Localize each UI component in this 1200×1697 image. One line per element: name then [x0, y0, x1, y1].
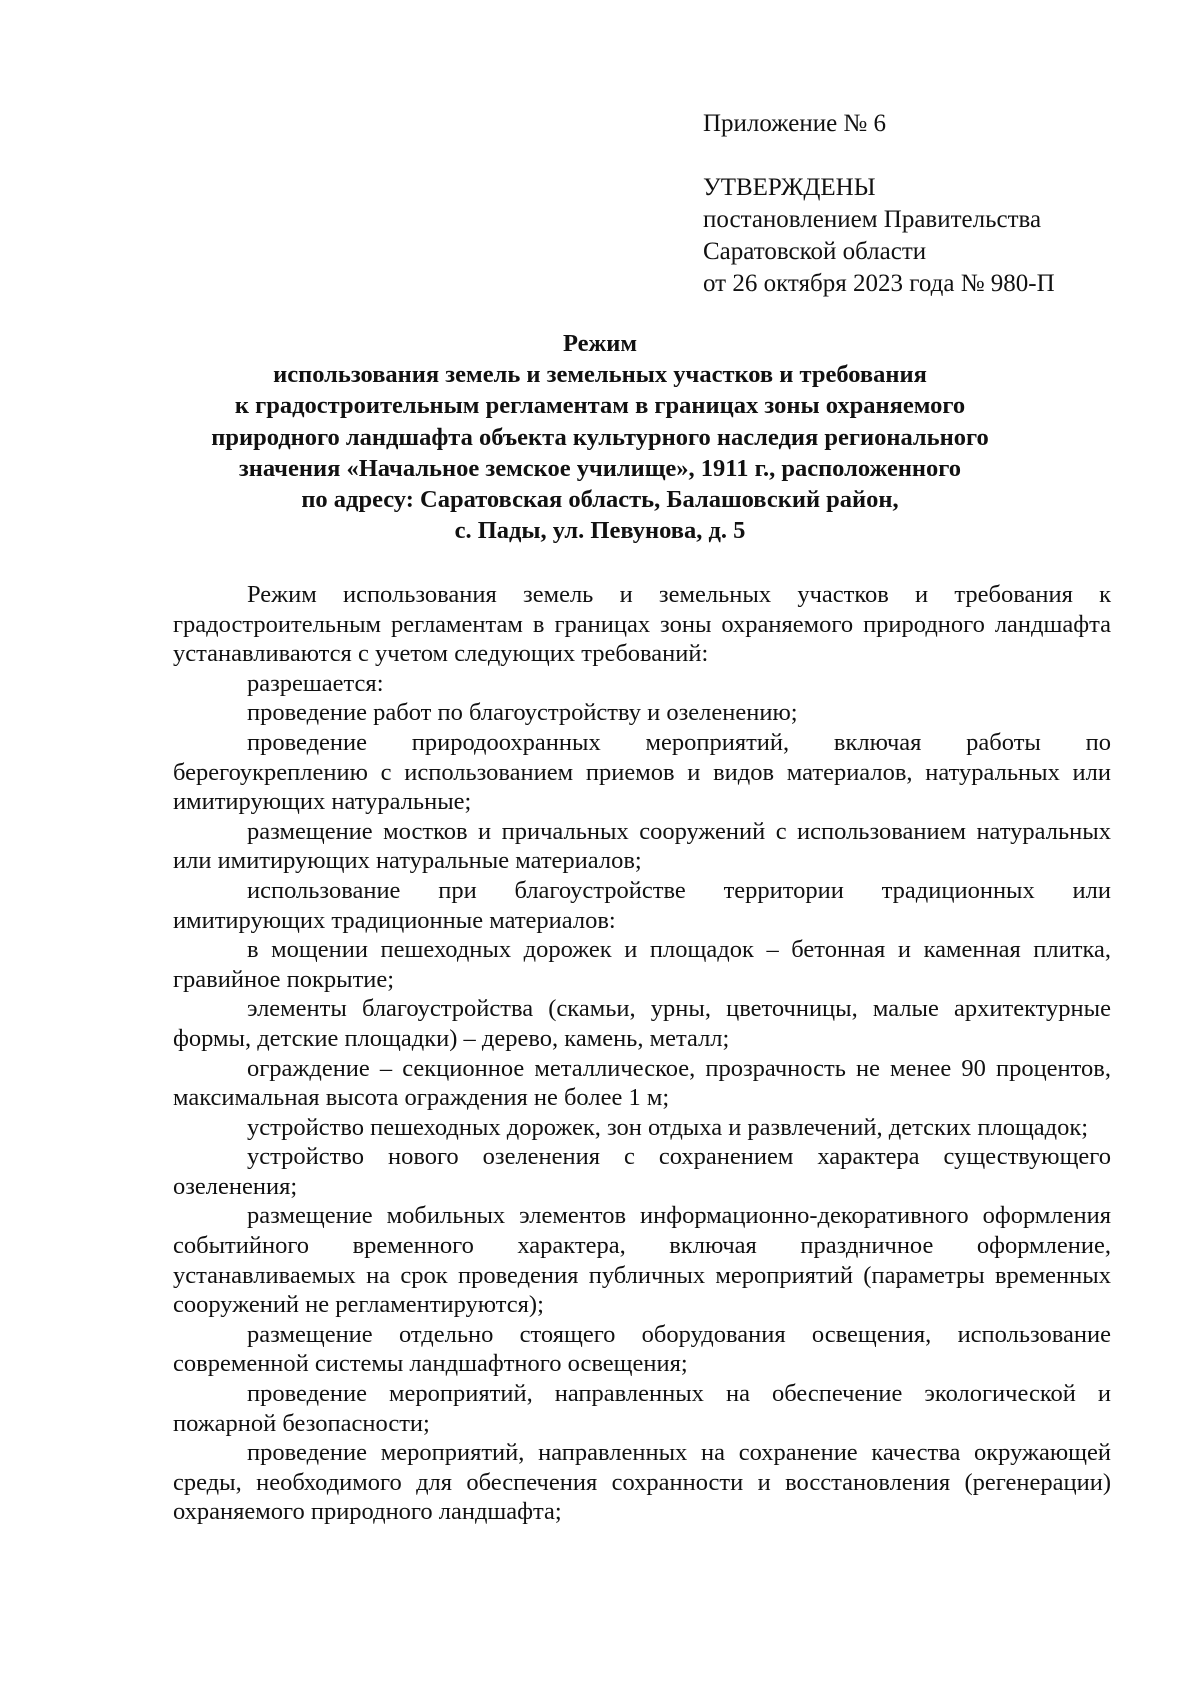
body-paragraph: устройство пешеходных дорожек, зон отдыха и развлечений, детских площадок; [247, 1113, 1089, 1141]
body-paragraph: элементы благоустройства (скамьи, урны, цветочницы, малые архитектурные формы, детские площадки) – дерево, камень, металл; [173, 995, 1111, 1052]
title-line: к градостроительным регламентам в границах зоны охраняемого [234, 392, 966, 420]
approved-label: УТВЕРЖДЕНЫ [703, 174, 876, 201]
document-body [173, 580, 1111, 1527]
body-paragraph: Режим использования земель и земельных участков и требования к градостроительным регламентам в границах зоны охраняемого природного ландшафта устанавливаются с учетом следующих требований: [173, 581, 1111, 668]
body-paragraph: проведение природоохранных мероприятий, включая работы по берегоукреплению с использованием приемов и видов материалов, натуральных или имитирующих натуральные; [173, 728, 1111, 816]
title-line: использования земель и земельных участков и требования [273, 361, 927, 389]
annex-number: Приложение № 6 [703, 110, 887, 137]
approved-region-line: Саратовской области [703, 238, 927, 265]
body-paragraph: проведение работ по благоустройству и озеленению; [247, 699, 798, 727]
title-line: природного ландшафта объекта культурного наследия регионального [211, 423, 989, 451]
body-paragraph: использование при благоустройстве территории традиционных или имитирующих традиционные материалов: [173, 876, 1111, 934]
body-paragraph: разрешается: [247, 669, 384, 697]
body-paragraph: ограждение – секционное металлическое, прозрачность не менее 90 процентов, максимальная высота ограждения не более 1 м; [173, 1054, 1111, 1112]
title-heading: Режим [562, 330, 638, 357]
title-line: с. Пады, ул. Певунова, д. 5 [454, 517, 746, 545]
body-paragraph: устройство нового озеленения с сохранением характера существующего озеленения; [173, 1143, 1111, 1200]
body-paragraph: размещение отдельно стоящего оборудования освещения, использование современной системы ландшафтного освещения; [173, 1320, 1111, 1378]
approval-header [703, 108, 1055, 300]
body-paragraph: размещение мостков и причальных сооружений с использованием натуральных или имитирующих натуральные материалов; [173, 817, 1111, 875]
title-line: значения «Начальное земское училище», 1911 г., расположенного [238, 454, 962, 482]
body-paragraph: размещение мобильных элементов информационно-декоративного оформления событийного временного характера, включая праздничное оформление, устанавливаемых на срок проведения публичных мероприятий (параметры временных сооружений не регламентируются); [173, 1202, 1111, 1319]
body-paragraph: проведение мероприятий, направленных на сохранение качества окружающей среды, необходимого для обеспечения сохранности и восстановления (регенерации) охраняемого природного ландшафта; [173, 1439, 1111, 1526]
body-paragraph: проведение мероприятий, направленных на обеспечение экологической и пожарной безопасности; [173, 1380, 1111, 1437]
approval-stamp [703, 172, 1055, 300]
title-line: по адресу: Саратовская область, Балашовский район, [301, 486, 899, 514]
approved-by-line: постановлением Правительства [703, 206, 1042, 233]
document-title [140, 328, 1060, 546]
approved-date-line: от 26 октября 2023 года № 980-П [703, 270, 1055, 297]
body-paragraph: в мощении пешеходных дорожек и площадок – бетонная и каменная плитка, гравийное покрытие; [173, 936, 1111, 993]
